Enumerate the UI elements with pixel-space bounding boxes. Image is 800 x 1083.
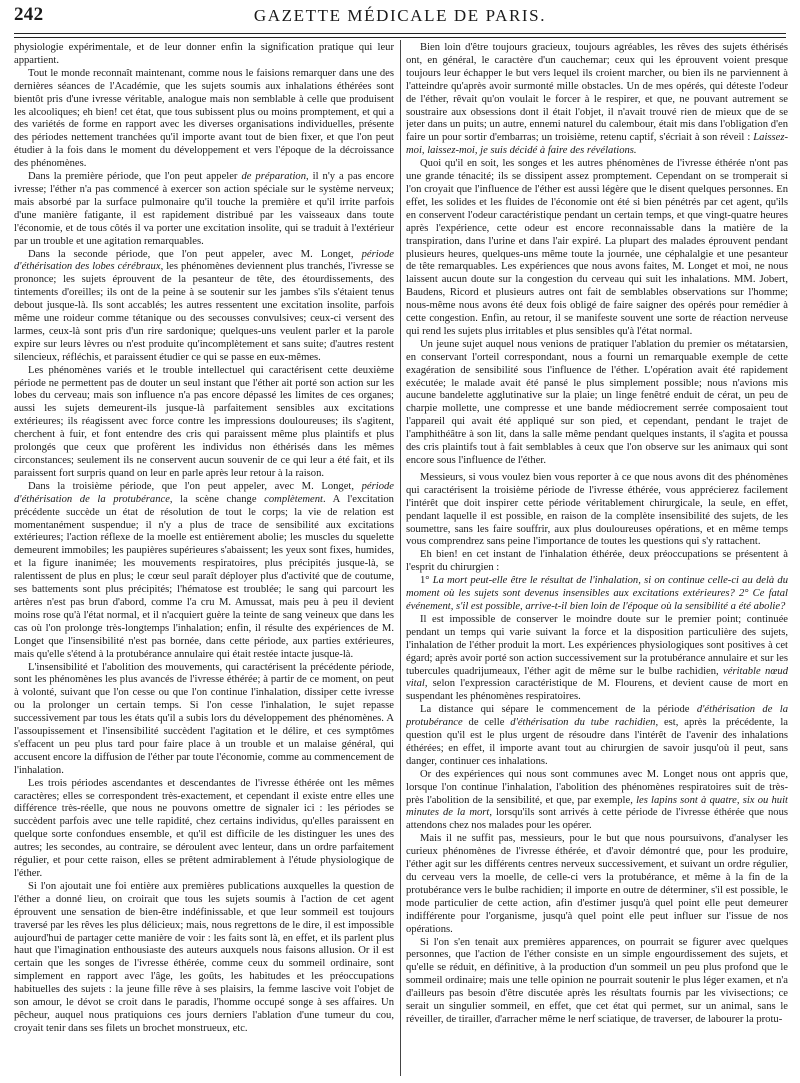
paragraph: Les trois périodes ascendantes et descendantes de l'ivresse éthérée ont les mêmes caractères; elles se correspondent très-exactement, et cependant il existe entre elles une différence très-réelle, que nous ne pouvons omettre de signaler ici : les périodes se succèdent parfois avec une telle rapidité, chez certains individus, qu'elles paraissent en quelque sorte confondues ensemble, et qu'il est difficile de les distinguer les unes des autres; les secondes, au contraire, se déroulent avec lenteur, dans un ordre parfaitement régulier, et pour cette raison, elles se prêtent admirablement à l'étude physiologique de l'éther.: [14, 777, 394, 879]
paragraph: Messieurs, si vous voulez bien vous reporter à ce que nous avons dit des phénomènes qui caractérisent la troisième période de l'ivresse éthérée, vous apprécierez facilement l'intérêt que doit inspirer cette période véritablement chirurgicale, la seule, en effet, pendant laquelle il est possible, en raison de la complète insensibilité des sujets, de les soumettre, sans les faire souffrir, aux plus douloureuses opérations, et en même temps vous comprendrez sans peine l'importance de toutes les questions qui s'y rattachent.: [406, 471, 788, 548]
text-run: Il est impossible de conserver le moindre doute sur le premier point; continuée pendant un temps qui varie suivant la force et la disposition particulière des sujets, l'inhalation de l'éther produit la mort. Les expériences physiologiques sont positives à cet égard; après avoir porté son action successivement sur la protubérance annulaire et sur les tubercules quadrijumeaux, l'éther agit de même sur le bulbe rachidien,: [406, 613, 788, 677]
right-column: [406, 42, 788, 1078]
page-header: [14, 4, 786, 30]
italic-term: les lapins sont à quatre, six ou huit minutes de la mort: [406, 794, 788, 819]
italic-quote: Laissez-moi, laissez-moi, je suis décidé à faire des révélations.: [406, 132, 788, 157]
text-run: La distance qui sépare le commencement de la période: [420, 704, 697, 716]
paragraph: L'insensibilité et l'abolition des mouvements, qui caractérisent la précédente période, sont les phénomènes les plus avancés de l'ivresse éthérée; à partir de ce moment, on peut à volonté, suivant que l'on cesse ou que l'on continue l'inhalation, dissiper cette ivresse ou la prolonger un certain temps. Si l'on cesse l'inhalation, le sujet repasse successivement par tous les états qu'il a subis lors du développement des phénomènes. A l'assoupissement et l'insensibilité succèdent l'agitation et le délire, et ces symptômes s'effacent un peu plus tard pour faire place à un trouble et un malaise général, qui accusent encore la diffusion de l'éther par toute l'économie, comme au commencement de l'inhalation.: [14, 661, 394, 776]
italic-term: de préparation: [241, 171, 307, 183]
text-run: , selon l'expression caractéristique de M. Flourens, et devient cause de mort en suspendant les phénomènes respiratoires.: [406, 678, 788, 703]
text-run: 1°: [420, 575, 433, 587]
paragraph: Quoi qu'il en soit, les songes et les autres phénomènes de l'ivresse éthérée n'ont pas une grande ténacité; ils se dissipent assez promptement. Cependant on se tromperait si l'on croyait que l'influence de l'éther est aussi légère que le disent quelques personnes. En effet, les solides et les fluides de l'économie ont été si bien pénétrés par cet agent, qu'ils en conservent l'odeur caractéristique pendant un certain temps, et que vingt-quatre heures après l'expérience, cette odeur est encore reconnaissable dans la matière de la transpiration, dans l'urine et dans l'air expiré. La plupart des malades éprouvent pendant plusieurs heures, quelques-uns même toute la journée, une céphalalgie et une pesanteur de tête remarquables. Les expériences que nous avons faites, M. Longet et moi, ne nous laissent aucun doute sur la congestion du cerveau qui suit les inhalations. MM. Jobert, Baudens, Ricord et plusieurs autres ont fait de semblables observations sur l'homme; nous-même nous avons été deux fois obligé de faire saigner des opérés pour remédier à cette congestion. Enfin, au retour, il se manifeste souvent une sorte de réaction nerveuse qui rend les sujets plus irritables et plus sensibles qu'à l'état normal.: [406, 158, 788, 337]
italic-term: d'éthérisation de la protubérance: [406, 704, 788, 729]
italic-term: d'éthérisation du tube rachidien: [510, 717, 656, 729]
left-column: [14, 42, 394, 1078]
text-run: Or des expériences qui nous sont communes avec M. Longet nous ont appris que, lorsque l'on continue l'inhalation, l'abolition des phénomènes respiratoires suit de très-près l'abolition de la sensibilité, et que, par exemple,: [406, 768, 788, 806]
paragraph: Si l'on s'en tenait aux premières apparences, on pourrait se figurer avec quelques personnes, que l'action de l'éther consiste en un simple engourdissement des sujets, et qu'elle se réduit, en définitive, à la production d'un sommeil un peu plus profond que le sommeil ordinaire; mais une telle opinion ne pourrait soutenir le plus léger examen, et n'a d'ailleurs pas besoin d'être discutée après les résultats fournis par les vivisections; ce serait un singulier sommeil, en effet, que cet état qui permet, sur un animal, sans le réveiller, de tirailler, d'arracher même le nerf sciatique, de traverser, de labourer la protu-: [406, 936, 788, 1025]
text-run: Dans la seconde période, que l'on peut appeler, avec M. Longet,: [28, 248, 362, 260]
paragraph: [14, 481, 394, 662]
paragraph: [406, 704, 788, 769]
paragraph: [406, 614, 788, 704]
text-run: , la scène change: [169, 493, 265, 505]
text-run: . A l'excitation précédente succède un état de résolution de tout le corps; la vie de relation est momentanément suspendue; il n'y a plus de trace de sensibilité aux excitations extérieures; l'action réflexe de la moelle est entièrement abolie; les muscles du squelette demeurent immobiles; les paupières supérieures s'abaissent; les yeux sont fixes, humides, et la figure inanimée; les mouvements respiratoires, plus précipités jusque-là, se ralentissent de plus en plus; le cœur seul paraît déployer plus d'activité que de coutume, ses battements sont plus précipités; l'hématose est troublée; le sang qui parcourt les artères n'est pas brun d'abord, comme l'a cru M. Amussat, mais peu à peu il devient moins rose qu'à l'état normal, et il n'acquiert guère la teinte de sang veineux que dans les cas où l'on prolonge très-longtemps l'inhalation; enfin, il résulte des expériences de M. Longet que l'insensibilité n'est pas bornée, dans cette période, aux parties extérieures, mais qu'elle s'étend à la protubérance annulaire qui était restée intacte jusque-là.: [14, 493, 394, 660]
italic-term: période d'éthérisation de la protubérance: [14, 480, 394, 505]
paragraph: [406, 769, 788, 834]
paragraph: [14, 249, 394, 365]
paragraph: physiologie expérimentale, et de leur donner enfin la signification pratique qui leur appartient.: [14, 42, 394, 66]
header-rule: [14, 33, 786, 34]
text-run: , il n'y a pas encore ivresse; l'éther n'a pas commencé à exercer son action spéciale sur le système nerveux; mais absorbé par la surface pulmonaire qu'il touche la première et qu'il irrite parfois d'une manière fatigante, il est rapidement distribué par les vaisseaux dans toute l'économie, et de tous côtés il va porter une excitation insolite, qui se traduit à l'extérieur par un trouble et une agitation remarquables.: [14, 171, 394, 247]
paragraph: [14, 171, 394, 248]
text-run: , les phénomènes deviennent plus tranchés, l'ivresse se prononce; les sujets éprouvent de la pesanteur de tête, des étourdissements, des tintements d'oreilles; ils ont de la peine à se soutenir sur les jambes s'ils s'étaient tenus debout jusque-là. Ils sont accablés; les autres ressentent une excitation insolite, parfois même une roideur comme tétanique ou des secousses convulsives; ceux-ci versent des larmes, ceux-là sont pris d'un rire sardonique; quelques-uns veulent parler et la parole expire sur leurs lèvres ou n'est produite qu'incomplètement et sans suite; d'autres restent silencieux, réfléchis, et paraissent étudier ce qui se passe en eux-mêmes.: [14, 261, 394, 363]
text-run: , est, après la précédente, la question qu'il est le plus urgent de résoudre dans l'intérêt de l'avenir des inhalations éthérées; en effet, il importe avant tout au chirurgien de savoir jusqu'où il peut, sans danger, continuer ces inhalations.: [406, 717, 788, 767]
italic-term: complètement: [264, 493, 324, 505]
text-run: Bien loin d'être toujours gracieux, toujours agréables, les rêves des sujets éthérisés ont, en général, le caractère d'un cauchemar; ceux qui les éprouvent voient presque toujours leur échapper le but vers lequel ils croient marcher, ou bien ils ne parviennent à l'atteindre qu'après avoir surmonté mille obstacles. Un de mes opérés, qui déteste l'odeur de l'éther, rêvait qu'on voulait le forcer à le respirer, et que, ne pouvant autrement se soustraire aux obsessions dont il était l'objet, il n'avait trouvé rien de mieux que de se jeter dans un puits; un autre, ennemi naturel du calembour, était mis dans l'obligation d'en faire un pour sortir d'embarras; un troisième, retenu captif, s'écriait à son réveil :: [406, 42, 788, 144]
italic-term: véritable nœud vital: [406, 665, 788, 690]
italic-term: période d'éthérisation des lobes cérébraux: [14, 248, 394, 273]
italic-question: La mort peut-elle être le résultat de l'inhalation, si on continue celle-ci au delà du moment où les sujets sont devenus insensibles aux excitations extérieures? 2° Ce fatal événement, s'il est possible, arrive-t-il bien loin de l'époque où la sensibilité a été abolie?: [406, 575, 788, 612]
text-run: Dans la troisième période, que l'on peut appeler, avec M. Longet,: [28, 480, 362, 492]
running-title: GAZETTE MÉDICALE DE PARIS.: [253, 6, 547, 25]
paragraph: [406, 42, 788, 158]
paragraph: Un jeune sujet auquel nous venions de pratiquer l'ablation du premier os métatarsien, en conservant l'orteil correspondant, nous a fourni un remarquable exemple de cette exagération de sensibilité sous l'influence de l'éther. L'opération avait été rapidement exécutée; le malade avait été pansé le plus simplement possible; nous n'avions mis aucune bandelette agglutinative sur la plaie; un linge fenêtré enduit de cérat, un peu de charpie mollette, une compresse et une bande médiocrement serrée composaient tout l'appareil qui avait été appliqué sur son pied, et cependant, pendant le trajet de l'amphithéâtre à son lit, dans la salle même pendant quelques instants, il s'agita et poussa des cris plaintifs tout à fait semblables à ceux que l'on observe sur les animaux qui sont encore sous l'influence de l'éther.: [406, 338, 788, 466]
paragraph: Mais il ne suffit pas, messieurs, pour le but que nous poursuivons, d'analyser les curieux phénomènes de l'ivresse éthérée, et d'avoir démontré que, pour les produire, l'éther agit sur les différents centres nerveux successivement, et suivant un ordre régulier, du cerveau vers la moelle, de celle-ci vers la protubérance, et même à la fin de la protubérance vers le bulbe rachidien; il importe en outre de déterminer, s'il est possible, le mode particulier de cette action, afin d'estimer jusqu'à quel point elle peut demeurer indifférente pour l'organisme, jusqu'à quel point elle peut influer sur l'issue de nos opérations.: [406, 833, 788, 935]
column-divider: [400, 40, 401, 1076]
text-run: de celle: [462, 717, 511, 729]
paragraph: Si l'on ajoutait une foi entière aux premières publications auxquelles la question de l'éther a donné lieu, on croirait que tous les sujets soumis à l'action de cet agent éprouvent une sensation de bien-être indéfinissable, et que leur sommeil est toujours traversé par les rêves les plus délicieux; mais, nous regrettons de le dire, il est impossible aujourd'hui de partager cette manière de voir : les faits sont là, en effet, et ils parlent plus haut que l'imagination enthousiaste des auteurs auxquels nous faisons allusion. Or il est certain que les songes de l'ivresse éthérée, comme ceux du sommeil ordinaire, sont simplement en rapport avec l'âge, les goûts, les habitudes et les préoccupations habituelles des sujets : la jeune fille rêve à ses plaisirs, la femme lascive voit l'objet de son amour, le dévot se croit dans le paradis, l'homme occupé songe à ses affaires. Un pêcheur, auquel nous pratiquions ces jours derniers l'ablation d'une tumeur du cou, croyait tenir dans ses filets un brochet monstrueux, etc.: [14, 880, 394, 1034]
header-rule-thin: [14, 37, 786, 38]
paragraph: [406, 575, 788, 614]
paragraph: Les phénomènes variés et le trouble intellectuel qui caractérisent cette deuxième période ne permettent pas de douter un seul instant que l'éther ait porté son action sur les lobes du cerveau; mais son influence n'a pas encore dépassé les limites de ces organes; aussi les sujets demeurent-ils jusque-là parfaitement sensibles aux excitations extérieures; ils réagissent avec force contre les impressions douloureuses; ils s'agitent, cherchent à fuir, et font entendre des cris qui paraissent même plus plaintifs et plus prolongés que ceux que profèrent les individus non éthérisés dans les mêmes circonstances; seulement ils ne conservent aucun souvenir de ce qui leur a été fait, et ils paraissent fort surpris quand on leur en parle après leur retour à la raison.: [14, 364, 394, 479]
paragraph: Tout le monde reconnaît maintenant, comme nous le faisions remarquer dans une des dernières séances de l'Académie, que les sujets soumis aux inhalations éthérées sont bientôt pris d'une ivresse véritable, analogue mais non semblable à celle que produisent les alcooliques; eh bien! cet état, que tous subissent plus ou moins promptement, et qui a des variétés de forme en rapport avec les diverses organisations individuelles, présente des périodes nettement tranchées qu'il importe avant tout de bien fixer, et que l'on peut étudier à la fois dans le moment du développement et vers l'époque de la décroissance des phénomènes.: [14, 67, 394, 170]
text-run: Dans la première période, que l'on peut appeler: [28, 171, 242, 183]
text-run: , lorsqu'ils sont arrivés à cette période de l'ivresse éthérée que nous attendons chez nos malades pour les opérer.: [406, 807, 788, 832]
page-number: 242: [14, 4, 44, 25]
paragraph: Eh bien! en cet instant de l'inhalation éthérée, deux préoccupations se présentent à l'esprit du chirurgien :: [406, 549, 788, 574]
